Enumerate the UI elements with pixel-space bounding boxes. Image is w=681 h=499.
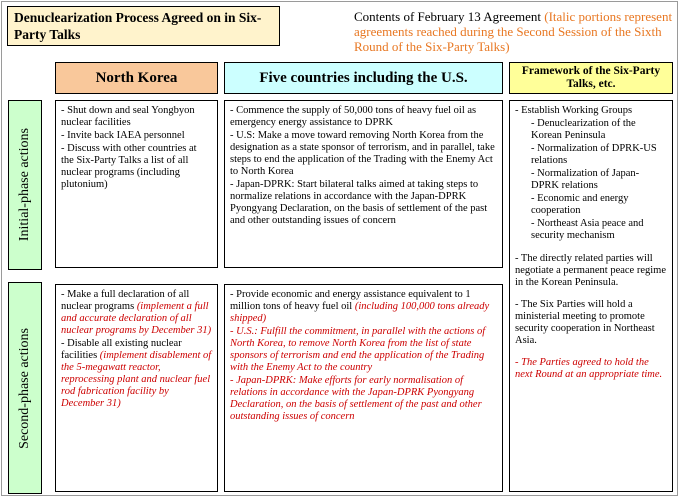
five-second-italic-item: - Japan-DPRK: Make efforts for early normalisation of relations in accordance with the Japan-DPRK Pyongyang Declaration, on the basis of settlement of the past and other outstanding issues of concern: [230, 375, 482, 422]
nk-initial-item: - Discuss with other countries at the Six-Party Talks a list of all nuclear programs (including plutonium): [61, 143, 197, 190]
framework-working-group: - Northeast Asia peace and security mechanism: [531, 218, 644, 241]
row-label-initial: [8, 100, 42, 270]
header-north-korea: North Korea: [55, 62, 218, 94]
framework-peace-regime: - The directly related parties will negotiate a permanent peace regime in the Korean Peninsula.: [515, 253, 666, 288]
five-initial-item: - Japan-DPRK: Start bilateral talks aimed at taking steps to normalize relations in accordance with the Japan-DPRK Pyongyang Declaration, on the basis of settlement of the past and other outstanding issues of concern: [230, 179, 488, 226]
five-initial-item: - U.S: Make a move toward removing North Korea from the designation as a state sponsor of terrorism, and in parallel, take steps to end the application of the Trading with the Enemy Act to North Korea: [230, 130, 495, 177]
nk-second-item: [61, 338, 212, 410]
nk-second-item: [61, 289, 212, 337]
framework-working-group: - Denuclearization of the Korean Peninsula: [531, 118, 636, 141]
nk-initial-item: - Shut down and seal Yongbyon nuclear facilities: [61, 105, 195, 128]
framework-next-round: - The Parties agreed to hold the next Round at an appropriate time.: [515, 357, 663, 380]
nk-second-item-text: - Disable all existing nuclear facilities: [61, 338, 182, 361]
nk-second-item-italic: (implement a full and accurate declaration of all nuclear programs by December 31): [61, 301, 212, 336]
nk-second-item-text: - Make a full declaration of all nuclear programs: [61, 289, 190, 312]
contents-note-italic-explanation: (Italic portions represent agreements reached during the Second Session of the Sixth Round of the Six-Party Talks): [354, 9, 673, 54]
cell-five-countries-initial: [224, 100, 503, 268]
header-five-countries: Five countries including the U.S.: [224, 62, 503, 94]
spacer: [515, 243, 667, 253]
row-label-second-text: Second-phase actions: [17, 327, 32, 449]
framework-working-groups-title: - Establish Working Groups: [515, 105, 633, 116]
framework-working-group: - Economic and energy cooperation: [531, 193, 629, 216]
contents-note-main: Contents of February 13 Agreement: [354, 9, 545, 24]
five-second-item: [230, 289, 497, 325]
nk-initial-item: - Invite back IAEA personnel: [61, 130, 185, 141]
spacer: [515, 289, 667, 299]
framework-working-group: - Normalization of DPRK-US relations: [531, 143, 657, 166]
row-label-initial-text: Initial-phase actions: [17, 128, 32, 242]
contents-note: [354, 9, 676, 54]
diagram-title: Denuclearization Process Agreed on in Six-Party Talks: [7, 6, 280, 46]
spacer: [515, 347, 667, 357]
nk-second-item-italic: (implement disablement of the 5-megawatt reactor, reprocessing plant and nuclear fuel rod fabrication facility by December 31): [61, 350, 212, 409]
framework-working-group: - Normalization of Japan-DPRK relations: [531, 168, 640, 191]
five-second-item-italic: (including 100,000 tons already shipped): [230, 301, 490, 324]
five-initial-item: - Commence the supply of 50,000 tons of heavy fuel oil as emergency energy assistance to DPRK: [230, 105, 477, 128]
header-framework: Framework of the Six-Party Talks, etc.: [509, 62, 673, 94]
cell-north-korea-second: [55, 284, 218, 492]
cell-framework: [509, 100, 673, 492]
framework-ministerial: - The Six Parties will hold a ministerial meeting to promote security cooperation in Northeast Asia.: [515, 299, 655, 346]
cell-five-countries-second: [224, 284, 503, 492]
five-second-italic-item: - U.S.: Fulfill the commitment, in parallel with the actions of North Korea, to remove North Korea from the list of state sponsors of terrorism and end the application of the Trading with the Enemy Act to the country: [230, 326, 486, 373]
five-second-item-text: - Provide economic and energy assistance equivalent to 1 million tons of heavy fuel oil: [230, 289, 471, 312]
row-label-second: [8, 282, 42, 494]
cell-north-korea-initial: [55, 100, 218, 268]
